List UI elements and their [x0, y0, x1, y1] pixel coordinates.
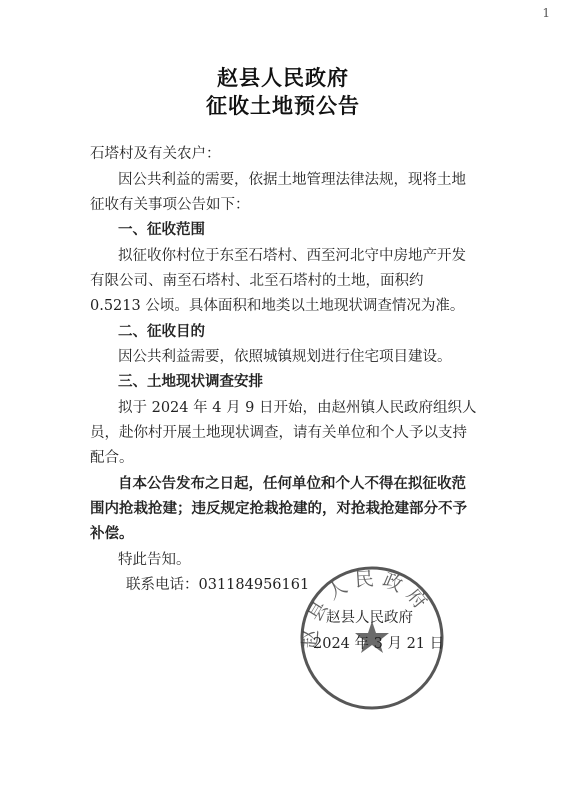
section3-line-1: 拟于 2024 年 4 月 9 日开始，由赵州镇人民政府组织人 [118, 400, 477, 416]
section2-line-1: 因公共利益需要，依照城镇规划进行住宅项目建设。 [118, 349, 452, 365]
intro-line-2: 征收有关事项公告如下： [90, 197, 250, 213]
svg-text:赵县人民政府: 赵县人民政府 [299, 567, 436, 650]
closing-text: 特此告知。 [118, 552, 191, 568]
issuer-title: 赵县人民政府 [217, 66, 349, 90]
salutation: 石塔村及有关农户： [90, 146, 221, 162]
section1-line-2: 有限公司、南至石塔村、北至石塔村的土地，面积约 [90, 273, 424, 289]
section3-line-3: 配合。 [90, 450, 134, 466]
contact-phone: 联系电话：031184956161 [126, 577, 310, 593]
warning-line-2: 围内抢栽抢建；违反规定抢栽抢建的，对抢栽抢建部分不予 [90, 501, 467, 517]
section3-line-2: 员，赴你村开展土地现状调查，请有关单位和个人予以支持 [90, 425, 467, 441]
intro-line-1: 因公共利益的需要，依据土地管理法律法规，现将土地 [118, 172, 466, 188]
section1-heading: 一、征收范围 [118, 222, 205, 238]
signature-org: 赵县人民政府 [326, 610, 413, 626]
warning-line-1: 自本公告发布之日起，任何单位和个人不得在拟征收范 [118, 476, 466, 492]
section1-line-3: 0.5213 公顷。具体面积和地类以土地现状调查情况为准。 [90, 298, 465, 314]
section2-heading: 二、征收目的 [118, 324, 205, 340]
section1-line-1: 拟征收你村位于东至石塔村、西至河北守中房地产开发 [118, 248, 466, 264]
section3-heading: 三、土地现状调查安排 [118, 374, 263, 390]
signature-date: 2024 年 3 月 21 日 [313, 636, 445, 652]
page-mark: 1 [542, 6, 550, 20]
warning-line-3: 补偿。 [90, 526, 134, 542]
document-title: 征收土地预公告 [206, 94, 360, 118]
